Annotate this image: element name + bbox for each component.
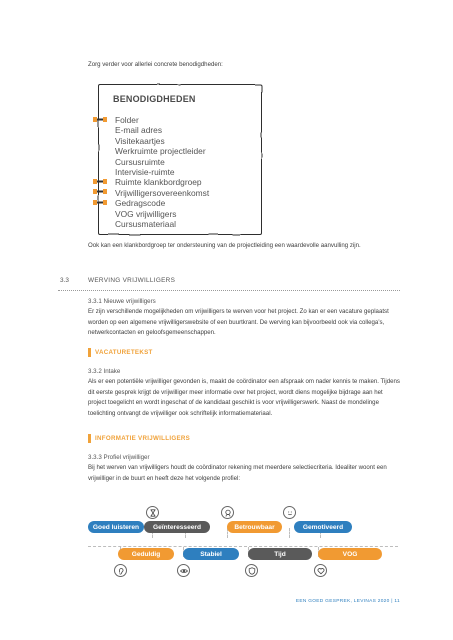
section-divider bbox=[58, 290, 400, 291]
profile-pill-stabiel: Stabiel bbox=[183, 548, 239, 560]
hourglass-icon bbox=[146, 506, 159, 519]
box-title: BENODIGDHEDEN bbox=[113, 94, 196, 104]
head-icon bbox=[221, 506, 234, 519]
paragraph-line: project toegelicht en wordt ingeschat of de kandidaat geschikt is voor vrijwilligerswerk. Naast de mondelinge bbox=[88, 399, 379, 407]
profile-pill-betrouwbaar: Betrouwbaar bbox=[227, 521, 282, 533]
section-number: 3.3 bbox=[60, 277, 69, 284]
tag-label: INFORMATIE VRIJWILLIGERS bbox=[95, 435, 191, 442]
subsection-333 bbox=[88, 453, 400, 484]
paragraph-line: worden op een algemene vrijwilligerswebsite of een buurtkrant. De werving kan bijvoorbeeld ook via collega’s, bbox=[88, 318, 385, 326]
list-item: E-mail adres bbox=[115, 125, 163, 136]
subsection-331 bbox=[88, 297, 400, 339]
list-item: Vrijwilligersovereenkomst bbox=[115, 187, 210, 198]
shield-icon bbox=[245, 564, 258, 577]
tag-marker-icon bbox=[88, 434, 91, 443]
binder-clip-icon bbox=[93, 116, 107, 123]
binder-clip-icon bbox=[93, 199, 107, 206]
list-item: Ruimte klankbordgroep bbox=[115, 177, 202, 188]
paragraph-line: Bij het werven van vrijwilligers houdt de coördinator rekening met meerdere selectiecriteria. Idealiter woont een bbox=[88, 464, 387, 472]
vacaturetekst-tag bbox=[88, 348, 153, 357]
profile-pill-geduldig: Geduldig bbox=[118, 548, 174, 560]
list-item: Folder bbox=[115, 115, 139, 125]
list-item: Cursusmateriaal bbox=[115, 219, 176, 230]
subsection-title: 3.3.1 Nieuwe vrijwilligers bbox=[88, 298, 156, 305]
paragraph-line: netwerkcontacten en geloofsgemeenschappen. bbox=[88, 329, 216, 337]
profile-pill-goed-luisteren: Goed luisteren bbox=[88, 521, 144, 533]
smiley-icon bbox=[283, 506, 296, 519]
paragraph-line: toelichting ontvangt de vrijwilliger ook schriftelijk informatiemateriaal. bbox=[88, 409, 273, 417]
paragraph-line: vrijwilliger in de buurt en heeft deze het volgende profiel: bbox=[88, 474, 241, 482]
profile-timeline bbox=[88, 546, 398, 547]
subsection-title: 3.3.3 Profiel vrijwilliger bbox=[88, 454, 150, 461]
profile-pill-vog: VOG bbox=[318, 548, 382, 560]
profile-pill-geinteresseerd: Geïnteresseerd bbox=[144, 521, 210, 533]
tag-marker-icon bbox=[88, 348, 91, 357]
binder-clip-icon bbox=[93, 178, 107, 185]
paragraph-line: Er zijn verschillende mogelijkheden om vrijwilligers te werven voor het project. Zo kan er een vacature geplaatst bbox=[88, 308, 389, 316]
page-footer: EEN GOED GESPREK, LEVINAS 2020 | 11 bbox=[295, 599, 400, 604]
intro-text: Zorg verder voor allerlei concrete benodigdheden: bbox=[88, 61, 223, 68]
tag-label: VACATURETEKST bbox=[95, 349, 153, 356]
subsection-title: 3.3.2 Intake bbox=[88, 368, 121, 375]
list-item: Gedragscode bbox=[115, 198, 166, 209]
eye-icon bbox=[177, 564, 190, 577]
list-item: Cursusruimte bbox=[115, 156, 165, 167]
informatie-tag bbox=[88, 434, 190, 443]
list-item: Werkruimte projectleider bbox=[115, 146, 206, 157]
ear-icon bbox=[114, 564, 127, 577]
box-list bbox=[115, 115, 209, 229]
binder-clip-icon bbox=[93, 188, 107, 195]
paragraph-line: dit eerste gesprek krijgt de vrijwilliger meer informatie over het project, wordt diens mogelijke bijdrage aan het bbox=[88, 388, 383, 396]
section-title: WERVING VRIJWILLIGERS bbox=[88, 277, 176, 284]
list-item: Visitekaartjes bbox=[115, 135, 165, 146]
list-item: VOG vrijwilligers bbox=[115, 208, 177, 219]
subsection-332 bbox=[88, 367, 400, 419]
after-box-text: Ook kan een klankbordgroep ter ondersteuning van de projectleiding een waardevolle aanvulling zijn. bbox=[88, 242, 361, 249]
paragraph-line: Als er een potentiële vrijwilliger gevonden is, maakt de coördinator een afspraak om nader kennis te maken. Tijdens bbox=[88, 378, 400, 386]
profile-pill-tijd: Tijd bbox=[248, 548, 312, 560]
list-item: Intervisie-ruimte bbox=[115, 167, 175, 178]
profile-pill-gemotiveerd: Gemotiveerd bbox=[294, 521, 352, 533]
heart-icon bbox=[314, 564, 327, 577]
